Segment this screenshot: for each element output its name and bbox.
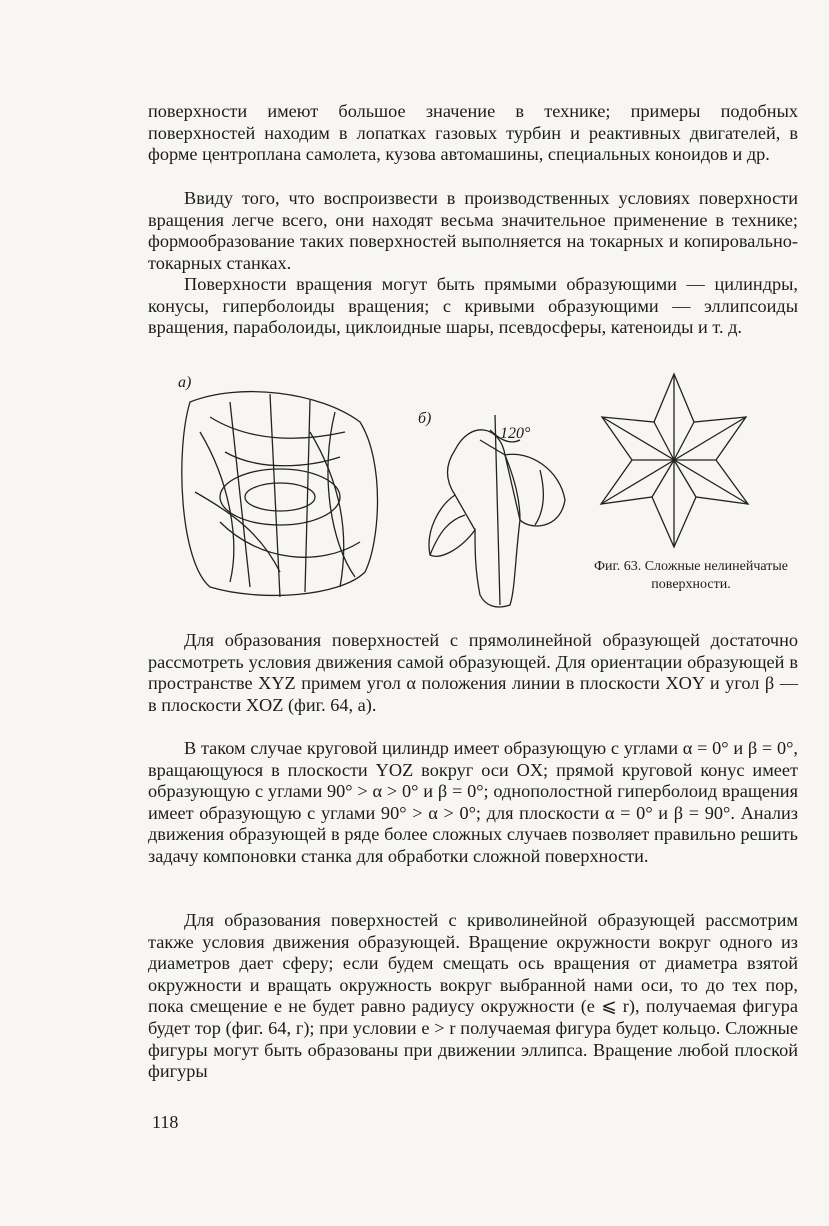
paragraph-5: В таком случае круговой цилиндр имеет образующую с углами α = 0° и β = 0°, вращающуюся в плоскости YOZ вокруг оси OX; прямой круговой конус имеет образующую с углами 90° > α > 0° и β = 0°; однополостной гиперболоид вращения имеет образующую с углами 90° > α > 0°; для плоскости α = 0° и β = 90°. Анализ движения образующей в ряде более сложных случаев позволяет правильно решить задачу компоновки станка для обработки сложной поверхности. bbox=[148, 738, 798, 866]
paragraph-3: Поверхности вращения могут быть прямыми образующими — цилиндры, конусы, гиперболоиды вращения; с кривыми образующими — эллипсоиды вращения, параболоиды, циклоидные шары, псевдосферы, катеноиды и т. д. bbox=[148, 274, 798, 338]
figure-caption: Фиг. 63. Сложные нелинейчатые поверхности. bbox=[594, 559, 788, 592]
figure-b-label: б) bbox=[418, 410, 432, 427]
figure-a-surface bbox=[170, 372, 390, 612]
paragraph-2: Ввиду того, что воспроизвести в производственных условиях поверхности вращения легче всего, они находят весьма значительное применение в технике; формообразование таких поверхностей выполняется на токарных и копировально-токарных станках. bbox=[148, 188, 798, 273]
figure-a-label: а) bbox=[178, 374, 192, 391]
page-number: 118 bbox=[152, 1112, 179, 1132]
angle-label: 120° bbox=[500, 425, 531, 442]
paragraph-1: поверхности имеют большое значение в технике; примеры подобных поверхностей находим в лопатках газовых турбин и реактивных двигателей, в форме центроплана самолета, кузова автомашины, специальных коноидов и др. bbox=[148, 101, 798, 165]
figure-b-surface bbox=[420, 410, 580, 610]
figure-star-surface bbox=[596, 372, 756, 552]
paragraph-6: Для образования поверхностей с криволинейной образующей рассмотрим также условия движения образующей. Вращение окружности вокруг одного из диаметров дает сферу; если будем смещать ось вращения от диаметра взятой окружности и вращать окружность вокруг выбранной нами оси, то до тех пор, пока смещение e не будет равно радиусу окружности (e ⩽ r), получаемая фигура будет тор (фиг. 64, г); при условии e > r получаемая фигура будет кольцо. Сложные фигуры могут быть образованы при движении эллипса. Вращение любой плоской фигуры bbox=[148, 910, 798, 1082]
paragraph-4: Для образования поверхностей с прямолинейной образующей достаточно рассмотреть условия движения самой образующей. Для ориентации образующей в пространстве XYZ примем угол α положения линии в плоскости XOY и угол β — в плоскости XOZ (фиг. 64, а). bbox=[148, 630, 798, 715]
